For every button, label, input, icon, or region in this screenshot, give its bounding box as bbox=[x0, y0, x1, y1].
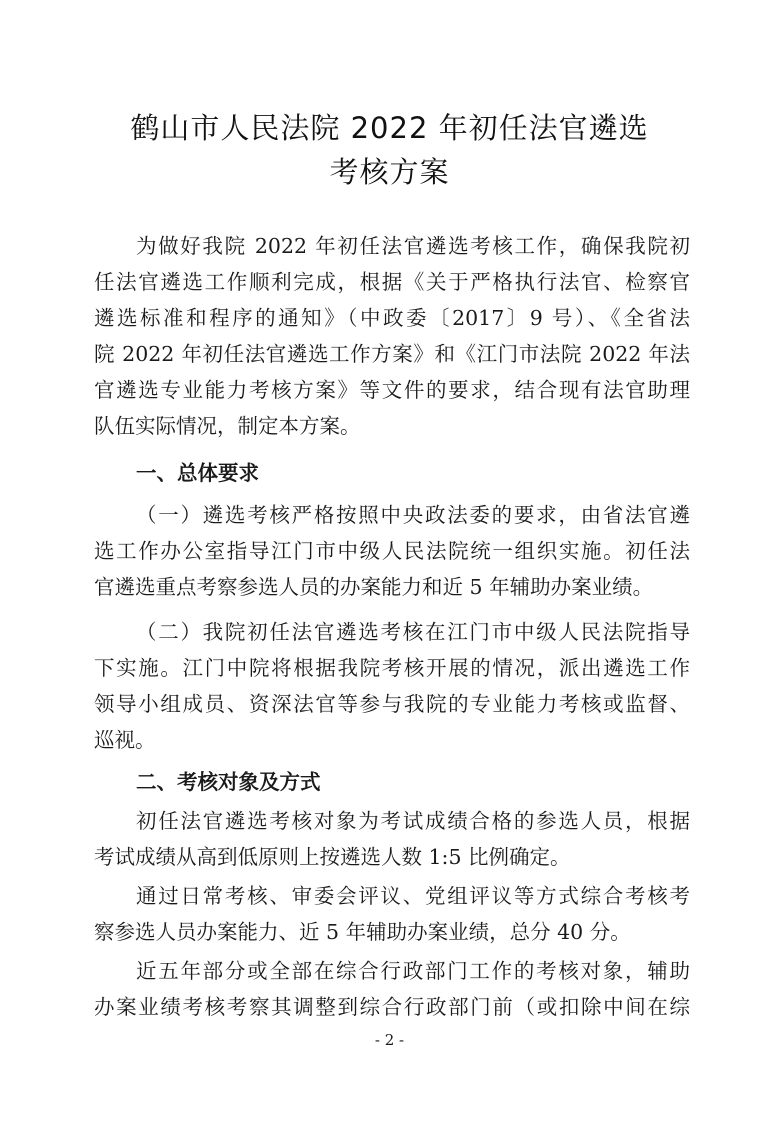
document-title-line-2: 考核方案 bbox=[329, 155, 450, 189]
section2-para2-line-1: 通过日常考核、审委会评议、党组评议等方式综合考核考 bbox=[136, 884, 690, 908]
section1-para2-line-4: 巡视。 bbox=[94, 728, 156, 752]
section1-para1-line-2: 选工作办公室指导江门市中级人民法院统一组织实施。初任法 bbox=[94, 539, 690, 563]
section2-para3-line-1: 近五年部分或全部在综合行政部门工作的考核对象，辅助 bbox=[136, 959, 690, 983]
section1-para1-line-3: 官遴选重点考察参选人员的办案能力和近 5 年辅助办案业绩。 bbox=[94, 575, 654, 599]
intro-line-4: 院 2022 年初任法官遴选工作方案》和《江门市法院 2022 年法 bbox=[94, 342, 690, 366]
section-heading-overall-requirements: 一、总体要求 bbox=[136, 461, 259, 485]
section1-para2-line-3: 领导小组成员、资深法官等参与我院的专业能力考核或监督、 bbox=[94, 692, 690, 716]
intro-line-1: 为做好我院 2022 年初任法官遴选考核工作，确保我院初 bbox=[136, 234, 690, 258]
intro-line-2: 任法官遴选工作顺利完成，根据《关于严格执行法官、检察官 bbox=[94, 270, 690, 294]
section1-para1-line-1: （一）遴选考核严格按照中央政法委的要求，由省法官遴 bbox=[136, 503, 690, 527]
section2-para2-line-2: 察参选人员办案能力、近 5 年辅助办案业绩，总分 40 分。 bbox=[94, 920, 631, 944]
section1-para2-line-1: （二）我院初任法官遴选考核在江门市中级人民法院指导 bbox=[136, 620, 690, 644]
section2-para1-line-2: 考试成绩从高到低原则上按遴选人数 1:5 比例确定。 bbox=[94, 845, 571, 869]
intro-line-3: 遴选标准和程序的通知》（中政委〔2017〕9 号）、《全省法 bbox=[94, 306, 690, 330]
document-title-line-1: 鹤山市人民法院 2022 年初任法官遴选 bbox=[130, 111, 649, 145]
intro-line-5: 官遴选专业能力考核方案》等文件的要求，结合现有法官助理 bbox=[94, 378, 690, 402]
section2-para3-line-2: 办案业绩考核考察其调整到综合行政部门前（或扣除中间在综 bbox=[94, 995, 690, 1019]
section1-para2-line-2: 下实施。江门中院将根据我院考核开展的情况，派出遴选工作 bbox=[94, 656, 690, 680]
intro-line-6: 队伍实际情况，制定本方案。 bbox=[94, 414, 361, 438]
section2-para1-line-1: 初任法官遴选考核对象为考试成绩合格的参选人员，根据 bbox=[136, 809, 690, 833]
page-number: - 2 - bbox=[374, 1031, 405, 1049]
section-heading-assessment-targets: 二、考核对象及方式 bbox=[136, 770, 321, 794]
